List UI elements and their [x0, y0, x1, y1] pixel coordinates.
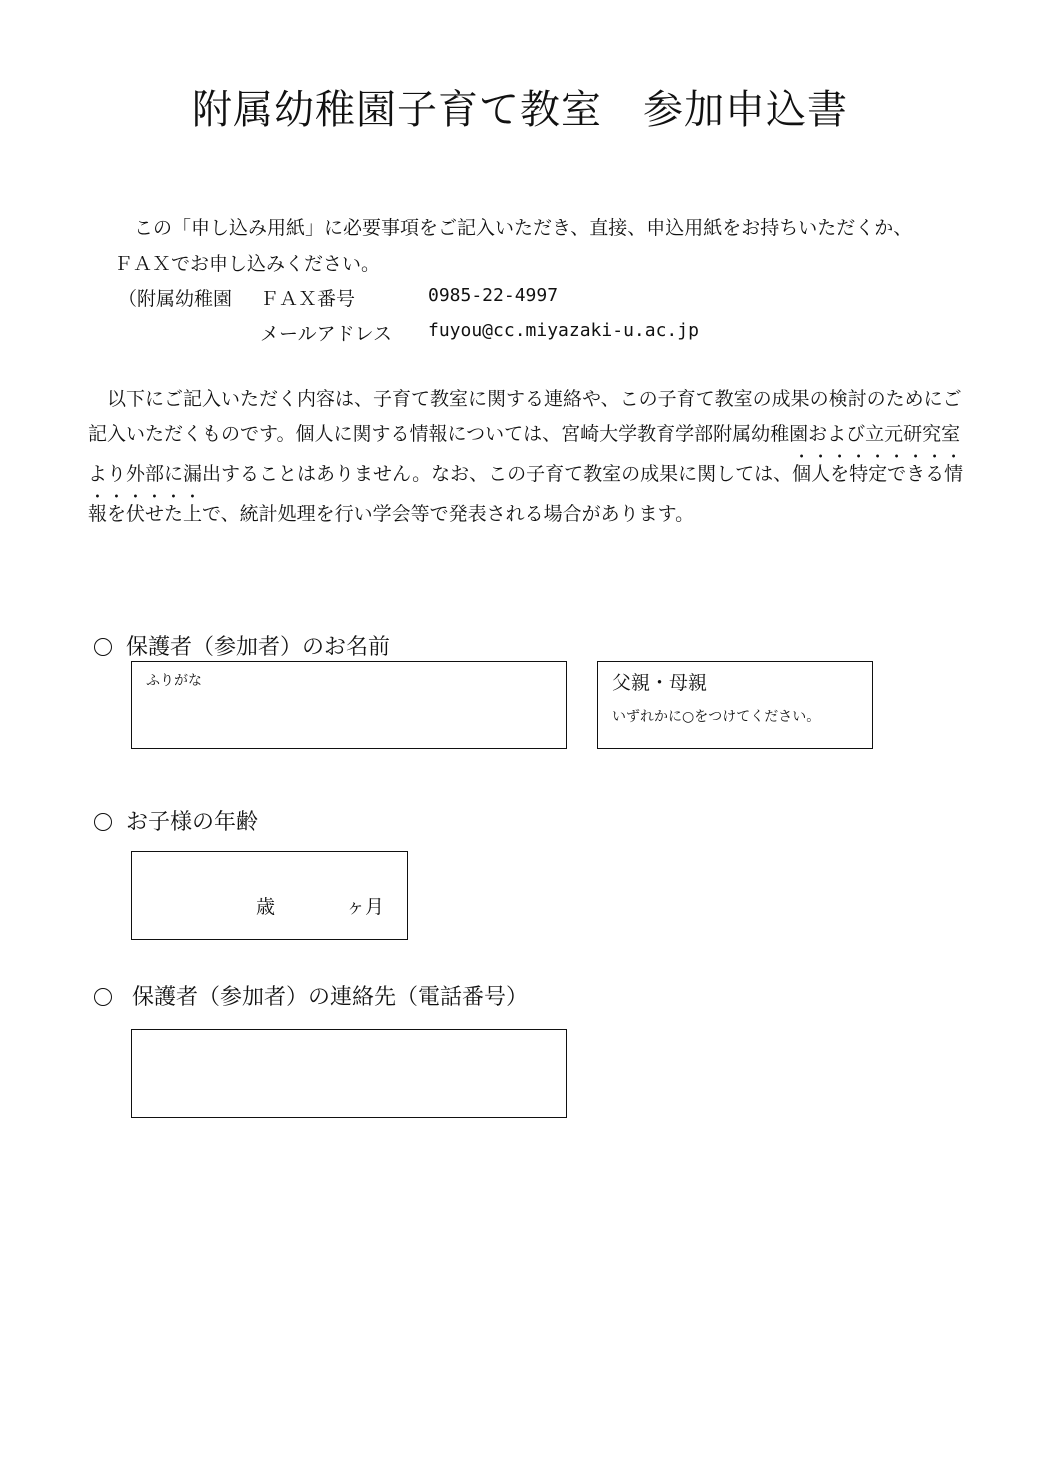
- page-title: 附属幼稚園子育て教室 参加申込書: [192, 87, 848, 133]
- parent-choice-options: 父親・母親: [612, 672, 708, 694]
- intro-line-2: ＦＡＸでお申し込みください。: [114, 253, 381, 275]
- age-years-unit: 歳: [256, 896, 276, 918]
- fax-label: ＦＡＸ番号: [260, 288, 356, 310]
- privacy-text-part2: で、統計処理を行い学会等で発表される場合があります。: [202, 503, 695, 525]
- circle-bullet-icon: [94, 638, 112, 656]
- parent-choice-instruction: いずれかに○をつけてください。: [612, 709, 821, 725]
- contact-open-paren: （附属幼稚園: [118, 288, 233, 310]
- guardian-phone-section-label: [94, 980, 528, 1011]
- guardian-name-label: 保護者（参加者）のお名前: [126, 635, 391, 660]
- privacy-text-part1: 以下にご記入いただく内容は、子育て教室に関する連絡や、この子育て教室の成果の検討のためにご記入いただくものです。個人に関する情報については、宮崎大学教育学部附属幼稚園および立元研究室より外部に漏出することはありません。なお、この子育て教室の成果に関しては、: [88, 388, 962, 485]
- guardian-phone-label: 保護者（参加者）の連絡先（電話番号）: [132, 985, 529, 1010]
- email-address: fuyou@cc.miyazaki-u.ac.jp: [428, 320, 699, 341]
- furigana-label: ふりがな: [146, 673, 202, 689]
- privacy-emphasized-text: 個人を特定できる情報を伏せた上: [88, 463, 964, 525]
- fax-number: 0985-22-4997: [428, 285, 559, 306]
- age-months-unit: ヶ月: [346, 896, 385, 918]
- intro-line-1: この「申し込み用紙」に必要事項をご記入いただき、直接、申込用紙をお持ちいただくか、: [134, 217, 913, 239]
- parent-choice-box[interactable]: [597, 661, 873, 749]
- circle-bullet-icon: [94, 988, 112, 1006]
- guardian-name-field[interactable]: [131, 661, 567, 749]
- email-label: メールアドレス: [260, 323, 393, 345]
- child-age-label: お子様の年齢: [126, 810, 259, 835]
- guardian-phone-field[interactable]: [131, 1029, 567, 1118]
- guardian-name-section-label: [94, 630, 390, 661]
- child-age-field[interactable]: [131, 851, 408, 940]
- circle-bullet-icon: [94, 813, 112, 831]
- child-age-section-label: [94, 805, 258, 836]
- privacy-notice: [88, 382, 976, 532]
